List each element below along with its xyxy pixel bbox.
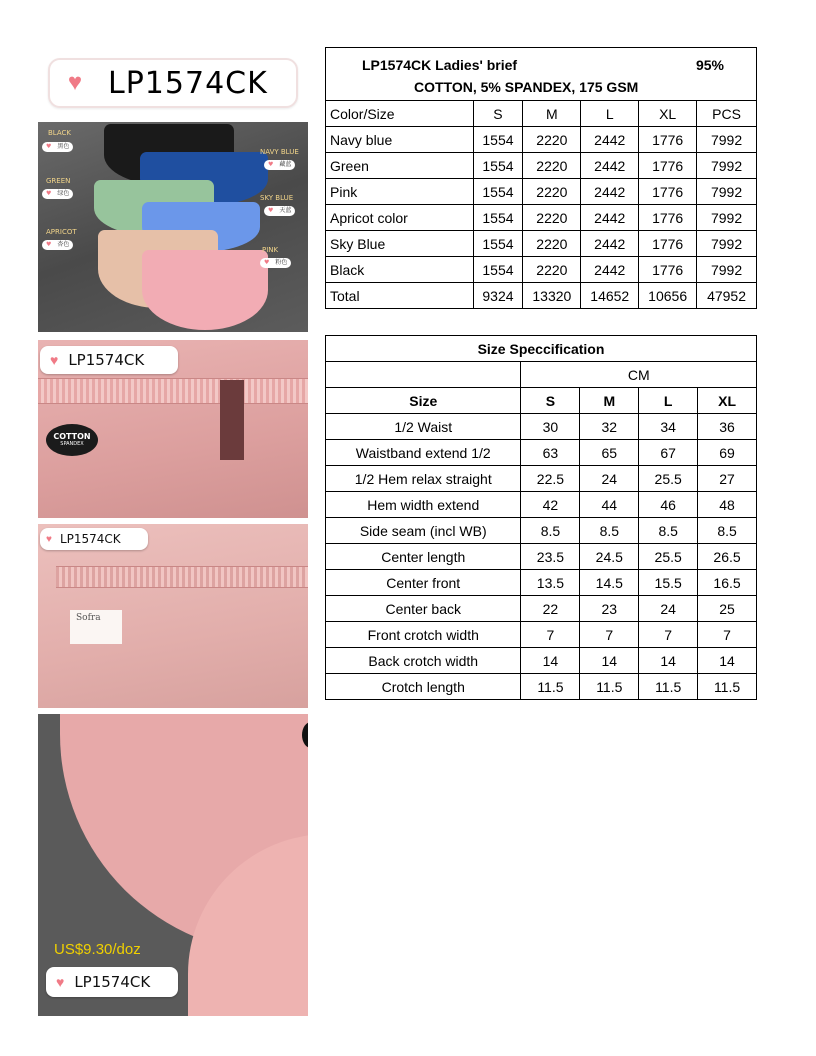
pcs-cell: 7992 (697, 153, 757, 179)
label-sky-cn: ♥ 天蓝 (264, 206, 295, 216)
waistband-stripe (38, 378, 308, 404)
spec-value: 14 (521, 648, 580, 674)
spec-value: 7 (580, 622, 639, 648)
spec-label: Center front (326, 570, 521, 596)
table-row (326, 466, 757, 492)
table-row (326, 231, 757, 257)
spec-value: 44 (580, 492, 639, 518)
qty-cell: 2442 (581, 205, 639, 231)
table-row (326, 414, 757, 440)
pcs-cell: 7992 (697, 205, 757, 231)
code-pill: ♥ LP1574CK (40, 346, 178, 374)
qty-cell: 2220 (523, 179, 581, 205)
qty-cell: 2220 (523, 205, 581, 231)
qty-cell: 2442 (581, 179, 639, 205)
spec-label: Center back (326, 596, 521, 622)
spec-value: 14 (580, 648, 639, 674)
qty-cell: 1776 (639, 153, 697, 179)
order-title: LP1574CK Ladies' brief (362, 57, 518, 73)
spec-label: Back crotch width (326, 648, 521, 674)
table-row (326, 257, 757, 283)
spec-value: 8.5 (580, 518, 639, 544)
qty-cell: 1554 (473, 231, 523, 257)
label-pink-cn: ♥ 粉色 (260, 258, 291, 268)
spec-label: Front crotch width (326, 622, 521, 648)
column-header: M (580, 388, 639, 414)
spec-label: Side seam (incl WB) (326, 518, 521, 544)
order-table (325, 47, 757, 309)
spec-value: 14 (639, 648, 698, 674)
column-header: L (639, 388, 698, 414)
table-row (326, 492, 757, 518)
care-label-photo (38, 524, 308, 708)
qty-cell: 1554 (473, 257, 523, 283)
spec-value: 11.5 (698, 674, 757, 700)
product-code: LP1574CK (108, 65, 268, 101)
qty-cell: 2442 (581, 257, 639, 283)
spec-title-row (326, 336, 757, 362)
order-table-header (326, 48, 757, 101)
column-header: XL (698, 388, 757, 414)
spec-value: 22.5 (521, 466, 580, 492)
spec-value: 25 (698, 596, 757, 622)
pcs-cell: 7992 (697, 179, 757, 205)
label-apricot-en: APRICOT (46, 228, 77, 236)
label-green-en: GREEN (46, 177, 71, 185)
spec-value: 48 (698, 492, 757, 518)
table-row (326, 153, 757, 179)
spec-label: Waistband extend 1/2 (326, 440, 521, 466)
order-subtitle: COTTON, 5% SPANDEX, 175 GSM (414, 79, 639, 95)
qty-cell: 2442 (581, 231, 639, 257)
label-pink-en: PINK (262, 246, 279, 254)
qty-cell: 1776 (639, 179, 697, 205)
table-row (326, 674, 757, 700)
label-navy-en: NAVY BLUE (260, 148, 299, 156)
qty-cell: 2442 (581, 153, 639, 179)
qty-cell: 1776 (639, 257, 697, 283)
label-navy-cn: ♥ 藏蓝 (264, 160, 295, 170)
total-label: Total (326, 283, 474, 309)
color-cell: Pink (326, 179, 474, 205)
total-cell: 14652 (581, 283, 639, 309)
label-black-en: BLACK (48, 129, 72, 137)
total-cell: 13320 (523, 283, 581, 309)
column-header: PCS (697, 101, 757, 127)
color-cell: Apricot color (326, 205, 474, 231)
color-cell: Navy blue (326, 127, 474, 153)
spec-value: 46 (639, 492, 698, 518)
spec-label: 1/2 Hem relax straight (326, 466, 521, 492)
cotton-logo: COTTON SPANDEX (46, 424, 98, 456)
spec-value: 32 (580, 414, 639, 440)
spec-value: 63 (521, 440, 580, 466)
spec-value: 15.5 (639, 570, 698, 596)
spec-value: 14.5 (580, 570, 639, 596)
spec-column-headers (326, 388, 757, 414)
table-row (326, 179, 757, 205)
heart-icon: ♥ (50, 352, 59, 368)
pcs-cell: 7992 (697, 127, 757, 153)
waistband-stripe (56, 566, 308, 588)
spec-unit: CM (521, 362, 757, 388)
spec-value: 25.5 (639, 544, 698, 570)
heart-icon: ♥ (56, 974, 65, 990)
spec-value: 69 (698, 440, 757, 466)
code-pill: ♥ LP1574CK (40, 528, 148, 550)
qty-cell: 2220 (523, 257, 581, 283)
spec-label: Crotch length (326, 674, 521, 700)
hang-tag (220, 380, 244, 460)
code-pill: ♥ LP1574CK (46, 967, 178, 997)
total-cell: 47952 (697, 283, 757, 309)
spec-value: 14 (698, 648, 757, 674)
column-header: S (521, 388, 580, 414)
color-cell: Sky Blue (326, 231, 474, 257)
table-row (326, 648, 757, 674)
qty-cell: 1554 (473, 205, 523, 231)
qty-cell: 2220 (523, 127, 581, 153)
total-cell: 9324 (473, 283, 523, 309)
spec-value: 11.5 (639, 674, 698, 700)
order-column-headers (326, 101, 757, 127)
spec-label: 1/2 Waist (326, 414, 521, 440)
spec-value: 16.5 (698, 570, 757, 596)
table-row (326, 596, 757, 622)
spec-value: 65 (580, 440, 639, 466)
spec-label: Center length (326, 544, 521, 570)
qty-cell: 1776 (639, 127, 697, 153)
total-cell: 10656 (639, 283, 697, 309)
label-sky-en: SKY BLUE (260, 194, 294, 202)
color-cell: Black (326, 257, 474, 283)
spec-value: 7 (639, 622, 698, 648)
spec-value: 23.5 (521, 544, 580, 570)
heart-icon: ♥ (67, 69, 83, 96)
spec-value: 22 (521, 596, 580, 622)
label-apricot-cn: ♥ 杏色 (42, 240, 73, 250)
size-spec-table (325, 335, 757, 700)
spec-value: 8.5 (698, 518, 757, 544)
column-header: S (473, 101, 523, 127)
spec-unit-row (326, 362, 757, 388)
spec-value: 24.5 (580, 544, 639, 570)
spec-value: 34 (639, 414, 698, 440)
spec-value: 7 (698, 622, 757, 648)
color-lineup-photo (38, 122, 308, 332)
spec-value: 13.5 (521, 570, 580, 596)
spec-value: 8.5 (639, 518, 698, 544)
spec-value: 8.5 (521, 518, 580, 544)
label-black-cn: ♥ 黑色 (42, 142, 73, 152)
table-row (326, 570, 757, 596)
column-header: M (523, 101, 581, 127)
qty-cell: 2220 (523, 231, 581, 257)
spec-title: Size Speccification (326, 336, 757, 362)
column-header: XL (639, 101, 697, 127)
column-header: Size (326, 388, 521, 414)
product-code-badge (48, 58, 298, 108)
table-row (326, 518, 757, 544)
spec-value: 11.5 (521, 674, 580, 700)
spec-value: 36 (698, 414, 757, 440)
column-header: L (581, 101, 639, 127)
table-row (326, 205, 757, 231)
panty-pink (142, 250, 268, 330)
care-tag: Sofra (70, 610, 122, 644)
qty-cell: 1554 (473, 127, 523, 153)
waistband-photo (38, 340, 308, 518)
qty-cell: 2442 (581, 127, 639, 153)
spec-value: 11.5 (580, 674, 639, 700)
spec-value: 26.5 (698, 544, 757, 570)
spec-value: 42 (521, 492, 580, 518)
qty-cell: 1554 (473, 153, 523, 179)
color-cell: Green (326, 153, 474, 179)
spec-value: 23 (580, 596, 639, 622)
fabric-photo (38, 714, 308, 1016)
pcs-cell: 7992 (697, 231, 757, 257)
order-percent: 95% (695, 57, 724, 73)
total-row (326, 283, 757, 309)
price-text: US$9.30/doz (54, 941, 141, 958)
column-header: Color/Size (326, 101, 474, 127)
heart-icon: ♥ (46, 533, 52, 545)
spec-value: 25.5 (639, 466, 698, 492)
spec-value: 24 (639, 596, 698, 622)
qty-cell: 1776 (639, 205, 697, 231)
table-row (326, 440, 757, 466)
pcs-cell: 7992 (697, 257, 757, 283)
qty-cell: 1554 (473, 179, 523, 205)
spec-value: 67 (639, 440, 698, 466)
spec-value: 24 (580, 466, 639, 492)
qty-cell: 1776 (639, 231, 697, 257)
spec-label: Hem width extend (326, 492, 521, 518)
table-row (326, 544, 757, 570)
table-row (326, 622, 757, 648)
label-green-cn: ♥ 绿色 (42, 189, 73, 199)
spec-value: 30 (521, 414, 580, 440)
qty-cell: 2220 (523, 153, 581, 179)
spec-value: 7 (521, 622, 580, 648)
spec-value: 27 (698, 466, 757, 492)
table-row (326, 127, 757, 153)
